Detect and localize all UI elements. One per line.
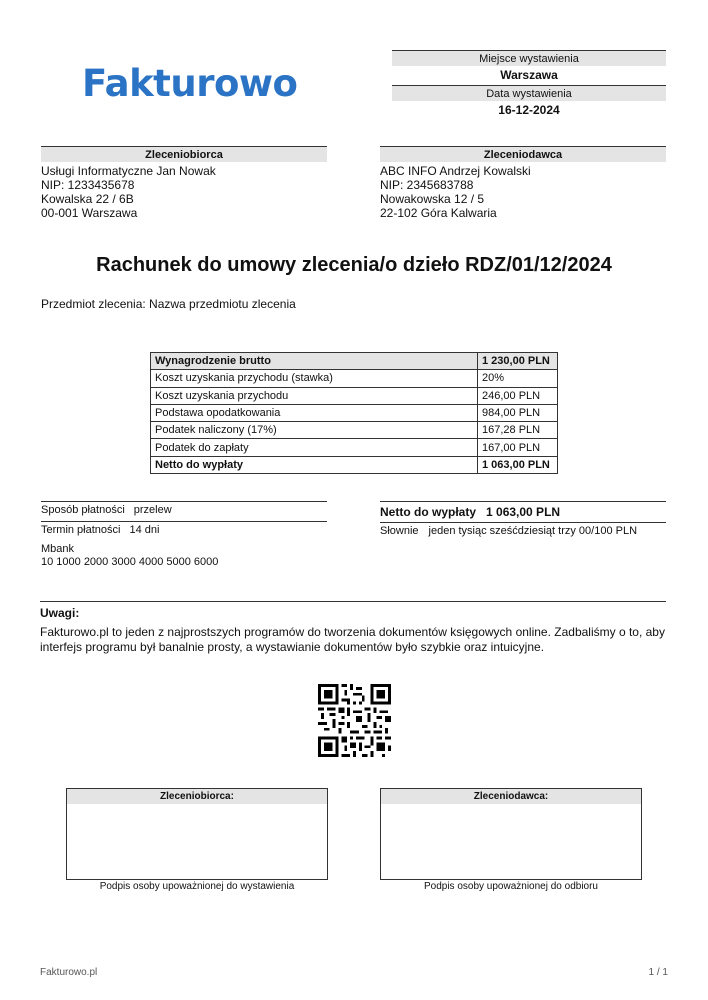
row-value: 1 230,00 PLN bbox=[478, 353, 558, 370]
issue-meta bbox=[392, 50, 666, 120]
notes-header: Uwagi: bbox=[40, 606, 80, 620]
payment-term-value: 14 dni bbox=[129, 524, 160, 536]
row-value: 167,28 PLN bbox=[478, 422, 558, 439]
amount-in-words bbox=[380, 525, 637, 537]
contractor-line: Kowalska 22 / 6B bbox=[41, 192, 134, 206]
client-line: NIP: 2345683788 bbox=[380, 178, 474, 192]
contractor-header: Zleceniobiorca bbox=[41, 146, 327, 162]
contractor-line: Usługi Informatyczne Jan Nowak bbox=[41, 164, 216, 178]
row-value: 1 063,00 PLN bbox=[478, 456, 558, 473]
contractor-line: NIP: 1233435678 bbox=[41, 178, 135, 192]
payment-term-row bbox=[41, 521, 327, 541]
date-value: 16-12-2024 bbox=[498, 103, 560, 117]
contractor-signature-header: Zleceniobiorca: bbox=[67, 789, 327, 804]
payment-method-label: Sposób płatności bbox=[41, 504, 125, 516]
notes-divider bbox=[40, 601, 666, 602]
place-label: Miejsce wystawienia bbox=[392, 50, 666, 66]
row-label: Wynagrodzenie brutto bbox=[151, 353, 478, 370]
notes-text: Fakturowo.pl to jeden z najprostszych programów do tworzenia dokumentów księgowych online. Zadbaliśmy o to, aby interfejs programu był banalnie prosty, a wystawianie dokumentów było szybkie oraz intuicyjne. bbox=[40, 625, 665, 654]
table-row bbox=[151, 370, 558, 387]
table-row bbox=[151, 439, 558, 456]
qr-code-icon bbox=[318, 684, 391, 757]
client-signature-header: Zleceniodawca: bbox=[381, 789, 641, 804]
document-title: Rachunek do umowy zlecenia/o dzieło RDZ/01/12/2024 bbox=[96, 254, 612, 276]
client-line: 22-102 Góra Kalwaria bbox=[380, 206, 497, 220]
table-row bbox=[151, 353, 558, 370]
row-label: Podstawa opodatkowania bbox=[151, 404, 478, 421]
net-summary bbox=[380, 501, 666, 523]
row-value: 984,00 PLN bbox=[478, 404, 558, 421]
subject-line: Przedmiot zlecenia: Nazwa przedmiotu zlecenia bbox=[41, 297, 296, 311]
client-header: Zleceniodawca bbox=[380, 146, 666, 162]
row-label: Netto do wypłaty bbox=[151, 456, 478, 473]
words-value: jeden tysiąc sześćdziesiąt trzy 00/100 PLN bbox=[428, 525, 638, 537]
bank-info bbox=[41, 543, 218, 569]
row-label: Koszt uzyskania przychodu (stawka) bbox=[151, 370, 478, 387]
row-label: Podatek do zapłaty bbox=[151, 439, 478, 456]
contractor-line: 00-001 Warszawa bbox=[41, 206, 138, 220]
bank-account: 10 1000 2000 3000 4000 5000 6000 bbox=[41, 556, 219, 568]
client-line: ABC INFO Andrzej Kowalski bbox=[380, 164, 531, 178]
row-label: Podatek naliczony (17%) bbox=[151, 422, 478, 439]
client-signature-box bbox=[380, 788, 642, 880]
row-value: 20% bbox=[478, 370, 558, 387]
footer-page-number: 1 / 1 bbox=[648, 967, 668, 978]
payment-method-row bbox=[41, 501, 327, 521]
net-value: 1 063,00 PLN bbox=[486, 505, 561, 519]
table-row bbox=[151, 404, 558, 421]
calculation-table bbox=[150, 352, 558, 474]
client-line: Nowakowska 12 / 5 bbox=[380, 192, 485, 206]
net-label: Netto do wypłaty bbox=[380, 505, 477, 519]
row-value: 167,00 PLN bbox=[478, 439, 558, 456]
client-signature-caption: Podpis osoby upoważnionej do odbioru bbox=[423, 881, 598, 892]
table-row bbox=[151, 456, 558, 473]
row-label: Koszt uzyskania przychodu bbox=[151, 387, 478, 404]
words-label: Słownie bbox=[380, 525, 419, 537]
row-value: 246,00 PLN bbox=[478, 387, 558, 404]
table-row bbox=[151, 387, 558, 404]
contractor-signature-caption: Podpis osoby upoważnionej do wystawienia bbox=[99, 881, 295, 892]
bank-name: Mbank bbox=[41, 543, 75, 555]
footer-site: Fakturowo.pl bbox=[40, 967, 98, 978]
place-value: Warszawa bbox=[500, 68, 558, 82]
payment-method-value: przelew bbox=[133, 504, 172, 516]
contractor-block bbox=[41, 146, 327, 220]
logo: Fakturowo bbox=[82, 62, 298, 105]
contractor-signature-box bbox=[66, 788, 328, 880]
date-label: Data wystawienia bbox=[392, 85, 666, 101]
table-row bbox=[151, 422, 558, 439]
payment-term-label: Termin płatności bbox=[41, 524, 121, 536]
client-block bbox=[380, 146, 666, 220]
